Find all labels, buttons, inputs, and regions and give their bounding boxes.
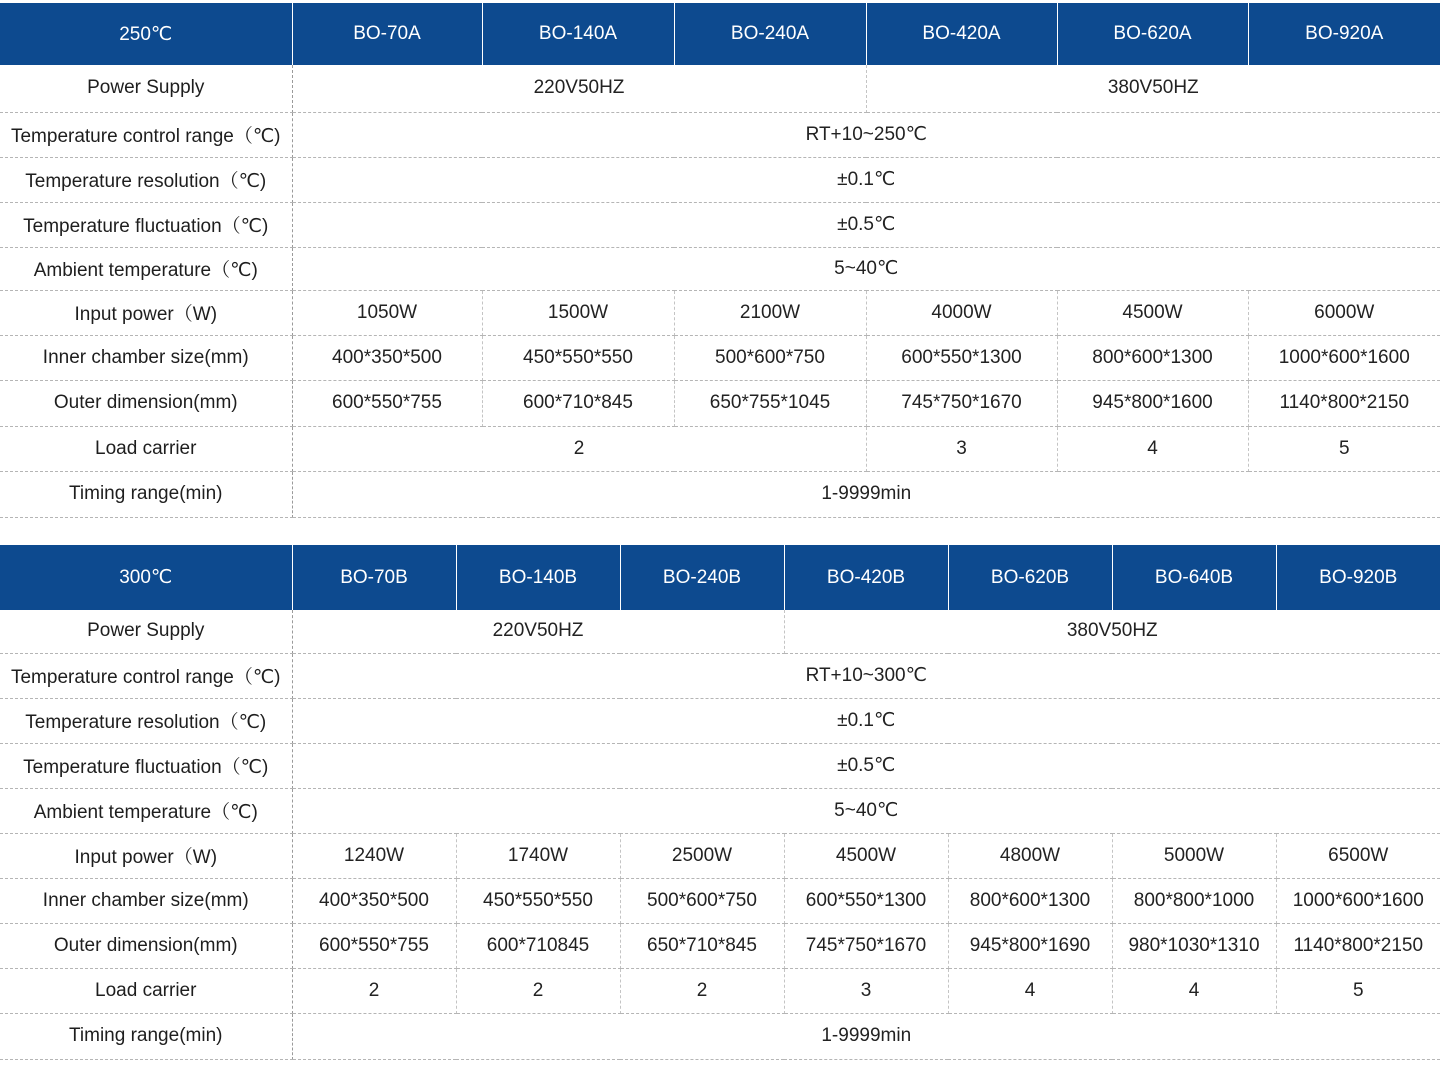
load-carrier-cell: 2: [456, 968, 620, 1013]
row-label: Timing range(min): [0, 1013, 292, 1059]
outer-dimension-cell: 600*550*755: [292, 923, 456, 968]
model-header: BO-240A: [674, 3, 866, 65]
inner-chamber-cell: 400*350*500: [292, 878, 456, 923]
table-row: [0, 833, 1440, 878]
outer-dimension-cell: 945*800*1690: [948, 923, 1112, 968]
row-label: Temperature fluctuation（℃): [0, 202, 292, 247]
load-carrier-cell: 4: [1112, 968, 1276, 1013]
table-row: [0, 743, 1440, 788]
inner-chamber-cell: 600*550*1300: [784, 878, 948, 923]
table-header-row: [0, 545, 1440, 610]
input-power-cell: 1240W: [292, 833, 456, 878]
inner-chamber-cell: 450*550*550: [456, 878, 620, 923]
load-carrier-cell: 3: [866, 426, 1057, 471]
timing-range-value: 1-9999min: [292, 1013, 1440, 1059]
model-header: BO-420A: [866, 3, 1057, 65]
row-label: Input power（W): [0, 290, 292, 335]
table-row: [0, 1013, 1440, 1059]
input-power-cell: 4800W: [948, 833, 1112, 878]
outer-dimension-cell: 745*750*1670: [784, 923, 948, 968]
outer-dimension-cell: 600*550*755: [292, 380, 482, 426]
ambient-temp-value: 5~40℃: [292, 788, 1440, 833]
row-label: Ambient temperature（℃): [0, 247, 292, 290]
inner-chamber-cell: 800*600*1300: [948, 878, 1112, 923]
outer-dimension-cell: 1140*800*2150: [1276, 923, 1440, 968]
power-supply-value: 220V50HZ: [292, 65, 866, 112]
table-row: [0, 788, 1440, 833]
inner-chamber-cell: 450*550*550: [482, 335, 674, 380]
outer-dimension-cell: 980*1030*1310: [1112, 923, 1276, 968]
temp-fluctuation-value: ±0.5℃: [292, 743, 1440, 788]
model-header: BO-140A: [482, 3, 674, 65]
row-label: Temperature control range（℃): [0, 112, 292, 157]
row-label: Power Supply: [0, 65, 292, 112]
model-header: BO-140B: [456, 545, 620, 610]
row-label: Load carrier: [0, 426, 292, 471]
inner-chamber-cell: 1000*600*1600: [1276, 878, 1440, 923]
outer-dimension-cell: 650*710*845: [620, 923, 784, 968]
row-label: Outer dimension(mm): [0, 380, 292, 426]
table-row: [0, 380, 1440, 426]
input-power-cell: 4500W: [1057, 290, 1248, 335]
outer-dimension-cell: 745*750*1670: [866, 380, 1057, 426]
model-header: BO-70A: [292, 3, 482, 65]
outer-dimension-cell: 945*800*1600: [1057, 380, 1248, 426]
model-header: BO-620B: [948, 545, 1112, 610]
outer-dimension-cell: 1140*800*2150: [1248, 380, 1440, 426]
timing-range-value: 1-9999min: [292, 471, 1440, 517]
model-header: BO-240B: [620, 545, 784, 610]
row-label: Inner chamber size(mm): [0, 335, 292, 380]
inner-chamber-cell: 800*800*1000: [1112, 878, 1276, 923]
input-power-cell: 2500W: [620, 833, 784, 878]
table-row: [0, 112, 1440, 157]
spec-table-250: [0, 3, 1440, 518]
temp-fluctuation-value: ±0.5℃: [292, 202, 1440, 247]
power-supply-value: 380V50HZ: [784, 610, 1440, 653]
inner-chamber-cell: 500*600*750: [674, 335, 866, 380]
table-row: [0, 471, 1440, 517]
spec-table-300: [0, 545, 1440, 1060]
ambient-temp-value: 5~40℃: [292, 247, 1440, 290]
temp-control-range-value: RT+10~300℃: [292, 653, 1440, 698]
model-header: BO-920A: [1248, 3, 1440, 65]
outer-dimension-cell: 600*710*845: [482, 380, 674, 426]
row-label: Inner chamber size(mm): [0, 878, 292, 923]
input-power-cell: 1740W: [456, 833, 620, 878]
load-carrier-cell: 2: [292, 426, 866, 471]
table-row: [0, 653, 1440, 698]
table-row: [0, 923, 1440, 968]
table-row: [0, 247, 1440, 290]
temp-resolution-value: ±0.1℃: [292, 698, 1440, 743]
power-supply-value: 220V50HZ: [292, 610, 784, 653]
inner-chamber-cell: 1000*600*1600: [1248, 335, 1440, 380]
row-label: Input power（W): [0, 833, 292, 878]
input-power-cell: 4500W: [784, 833, 948, 878]
load-carrier-cell: 3: [784, 968, 948, 1013]
load-carrier-cell: 5: [1248, 426, 1440, 471]
input-power-cell: 2100W: [674, 290, 866, 335]
row-label: Temperature fluctuation（℃): [0, 743, 292, 788]
temperature-class-heading: 300℃: [0, 545, 292, 610]
table-row: [0, 202, 1440, 247]
inner-chamber-cell: 400*350*500: [292, 335, 482, 380]
temperature-class-heading: 250℃: [0, 3, 292, 65]
inner-chamber-cell: 600*550*1300: [866, 335, 1057, 380]
model-header: BO-420B: [784, 545, 948, 610]
row-label: Load carrier: [0, 968, 292, 1013]
input-power-cell: 4000W: [866, 290, 1057, 335]
load-carrier-cell: 2: [292, 968, 456, 1013]
row-label: Timing range(min): [0, 471, 292, 517]
table-row: [0, 968, 1440, 1013]
table-row: [0, 698, 1440, 743]
input-power-cell: 1500W: [482, 290, 674, 335]
row-label: Power Supply: [0, 610, 292, 653]
outer-dimension-cell: 600*710845: [456, 923, 620, 968]
table-row: [0, 157, 1440, 202]
model-header: BO-640B: [1112, 545, 1276, 610]
temp-resolution-value: ±0.1℃: [292, 157, 1440, 202]
row-label: Outer dimension(mm): [0, 923, 292, 968]
row-label: Ambient temperature（℃): [0, 788, 292, 833]
row-label: Temperature resolution（℃): [0, 157, 292, 202]
table-row: [0, 610, 1440, 653]
load-carrier-cell: 4: [948, 968, 1112, 1013]
model-header: BO-920B: [1276, 545, 1440, 610]
table-row: [0, 335, 1440, 380]
table-row: [0, 426, 1440, 471]
inner-chamber-cell: 800*600*1300: [1057, 335, 1248, 380]
input-power-cell: 1050W: [292, 290, 482, 335]
table-row: [0, 290, 1440, 335]
table-header-row: [0, 3, 1440, 65]
temp-control-range-value: RT+10~250℃: [292, 112, 1440, 157]
model-header: BO-70B: [292, 545, 456, 610]
input-power-cell: 5000W: [1112, 833, 1276, 878]
row-label: Temperature resolution（℃): [0, 698, 292, 743]
inner-chamber-cell: 500*600*750: [620, 878, 784, 923]
row-label: Temperature control range（℃): [0, 653, 292, 698]
table-row: [0, 65, 1440, 112]
input-power-cell: 6500W: [1276, 833, 1440, 878]
table-row: [0, 878, 1440, 923]
load-carrier-cell: 2: [620, 968, 784, 1013]
model-header: BO-620A: [1057, 3, 1248, 65]
load-carrier-cell: 4: [1057, 426, 1248, 471]
input-power-cell: 6000W: [1248, 290, 1440, 335]
outer-dimension-cell: 650*755*1045: [674, 380, 866, 426]
load-carrier-cell: 5: [1276, 968, 1440, 1013]
power-supply-value: 380V50HZ: [866, 65, 1440, 112]
